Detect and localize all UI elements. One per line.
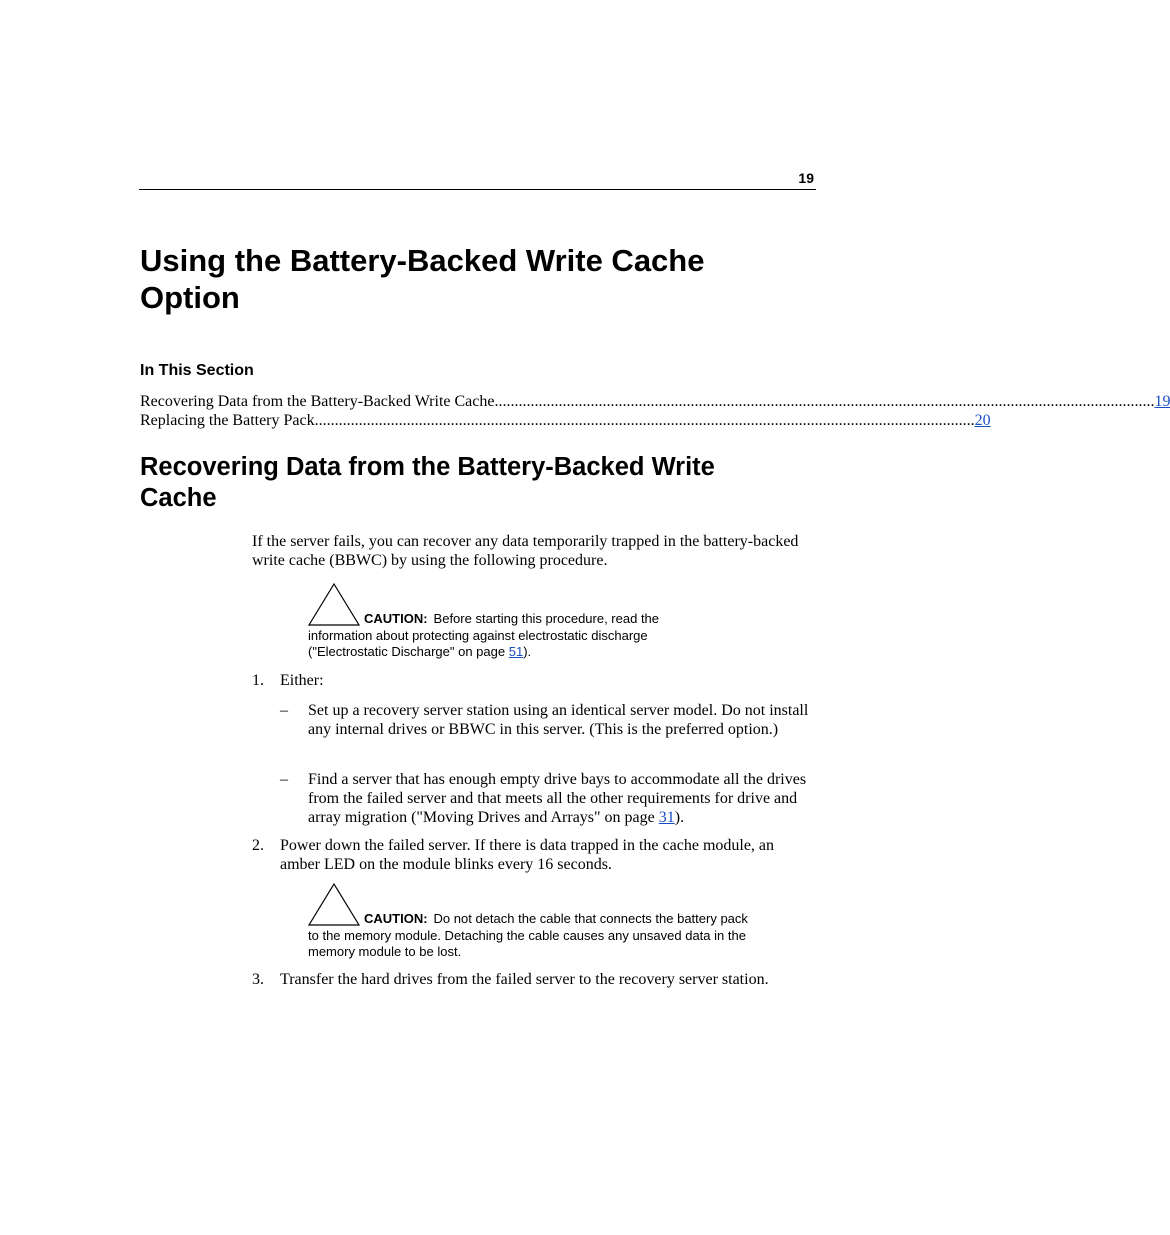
substep-dash: –	[280, 702, 288, 719]
section-heading: Recovering Data from the Battery-Backed Write Cache	[140, 453, 715, 512]
caution-text: Before starting this procedure, read the information about protecting against electrostatic discharge ("Electrostatic Discharge" on page	[308, 611, 660, 659]
caution-text: Do not detach the cable that connects the battery pack to the memory module. Detaching the cable causes any unsaved data in the memory module to be lost.	[308, 911, 748, 959]
substep-text-end: ).	[674, 809, 685, 826]
step-number: 2.	[252, 837, 264, 854]
caution-note	[308, 611, 708, 661]
step-text: Transfer the hard drives from the failed server to the recovery server station.	[280, 971, 769, 988]
substep-page-link[interactable]: 31	[658, 809, 675, 826]
caution-label: CAUTION:	[364, 911, 428, 926]
toc-entry-text: Replacing the Battery Pack	[140, 412, 315, 429]
caution-note	[308, 911, 758, 961]
toc-leader: .....................................................................................................................................................................	[314, 412, 975, 429]
toc-page-link[interactable]: 19	[1154, 393, 1170, 410]
substep-text: Set up a recovery server station using an identical server model. Do not install any internal drives or BBWC in this server. (This is the preferred option.)	[308, 702, 809, 738]
toc-entry-text: Recovering Data from the Battery-Backed Write Cache	[140, 393, 495, 410]
caution-label: CAUTION:	[364, 611, 428, 626]
in-this-section-label: In This Section	[140, 362, 254, 379]
caution-page-link[interactable]: 51	[508, 644, 524, 659]
toc-page-link[interactable]: 20	[974, 412, 991, 429]
step-text: Either:	[280, 672, 324, 689]
toc-entry[interactable]	[140, 411, 991, 430]
step-text: Power down the failed server. If there is data trapped in the cache module, an amber LED on the module blinks every 16 seconds.	[280, 837, 775, 873]
page-number: 19	[798, 170, 814, 186]
substep-text	[308, 770, 818, 827]
header-rule	[139, 189, 816, 190]
page-title: Using the Battery-Backed Write Cache Option	[140, 243, 705, 315]
substep-text-main: Find a server that has enough empty drive bays to accommodate all the drives from the failed server and that meets all the other requirements for drive and array migration ("Moving Drives and Arrays" on page	[308, 771, 807, 826]
step-number: 1.	[252, 672, 264, 689]
toc-leader: .....................................................................................................................................................................	[494, 393, 1155, 410]
toc-entry[interactable]	[140, 392, 1170, 411]
substep-dash: –	[280, 771, 288, 788]
step-number: 3.	[252, 971, 264, 988]
caution-text-end: ).	[523, 644, 532, 659]
intro-paragraph: If the server fails, you can recover any data temporarily trapped in the battery-backed write cache (BBWC) by using the following procedure.	[252, 533, 799, 569]
